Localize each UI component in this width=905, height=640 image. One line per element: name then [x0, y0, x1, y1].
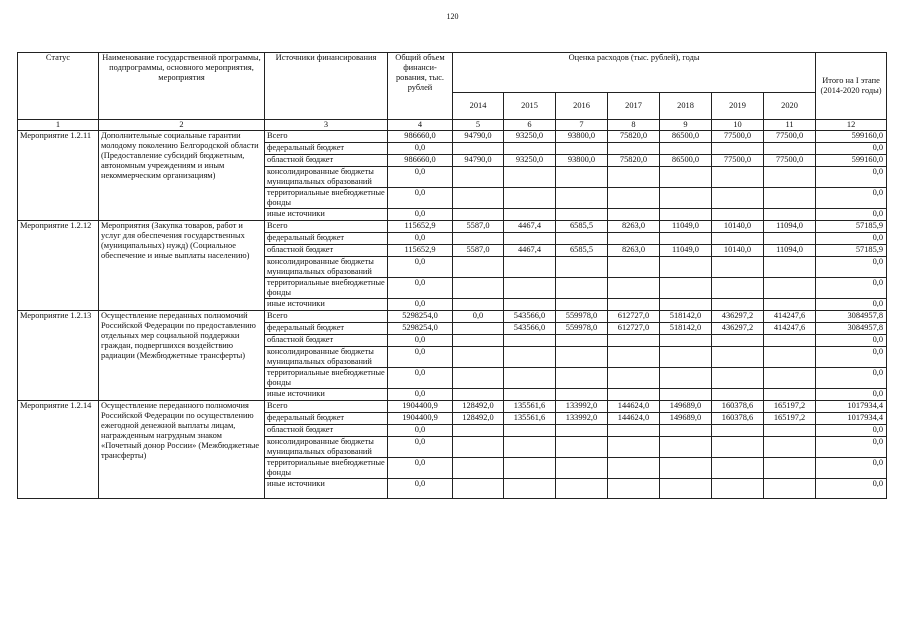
- total-amount: 115652,9: [388, 221, 453, 233]
- year-amount: [712, 425, 764, 437]
- itogo-amount: 0,0: [816, 167, 887, 188]
- year-amount: 94790,0: [453, 155, 504, 167]
- year-amount: [504, 458, 556, 479]
- total-amount: 0,0: [388, 335, 453, 347]
- year-amount: [504, 437, 556, 458]
- column-index: 11: [764, 120, 816, 131]
- year-amount: [453, 458, 504, 479]
- year-amount: [608, 368, 660, 389]
- year-amount: 11049,0: [660, 221, 712, 233]
- page-number: 120: [446, 12, 459, 21]
- year-amount: [764, 143, 816, 155]
- funding-source: территориальные внебюджетные фонды: [265, 278, 388, 299]
- measure-name: Дополнительные социальные гарантии молодому поколению Белгородской области (Предоставление субсидий бюджетным, автономным учреждениям и иным некоммерческим организациям): [99, 131, 265, 221]
- measure-status: Мероприятие 1.2.14: [18, 401, 99, 499]
- year-amount: [712, 209, 764, 221]
- year-amount: [764, 209, 816, 221]
- year-amount: [556, 143, 608, 155]
- year-amount: [764, 233, 816, 245]
- header-year: 2014: [453, 93, 504, 120]
- year-amount: [712, 167, 764, 188]
- total-amount: 986660,0: [388, 155, 453, 167]
- column-index: 5: [453, 120, 504, 131]
- year-amount: 86500,0: [660, 155, 712, 167]
- year-amount: [764, 278, 816, 299]
- funding-source: Всего: [265, 131, 388, 143]
- year-amount: 559978,0: [556, 323, 608, 335]
- total-amount: 0,0: [388, 257, 453, 278]
- year-amount: [764, 257, 816, 278]
- year-amount: [608, 188, 660, 209]
- total-amount: 5298254,0: [388, 311, 453, 323]
- itogo-amount: 3084957,8: [816, 311, 887, 323]
- year-amount: [660, 209, 712, 221]
- header-year: 2020: [764, 93, 816, 120]
- year-amount: [608, 278, 660, 299]
- itogo-amount: 0,0: [816, 425, 887, 437]
- header-year: 2015: [504, 93, 556, 120]
- year-amount: [608, 335, 660, 347]
- year-amount: [660, 437, 712, 458]
- total-amount: 0,0: [388, 143, 453, 155]
- funding-source: территориальные внебюджетные фонды: [265, 188, 388, 209]
- year-amount: 11049,0: [660, 245, 712, 257]
- year-amount: [453, 233, 504, 245]
- total-amount: 0,0: [388, 209, 453, 221]
- itogo-amount: 0,0: [816, 278, 887, 299]
- year-amount: [453, 389, 504, 401]
- total-amount: 0,0: [388, 458, 453, 479]
- year-amount: [764, 479, 816, 499]
- year-amount: [660, 278, 712, 299]
- column-index: 9: [660, 120, 712, 131]
- year-amount: 133992,0: [556, 401, 608, 413]
- year-amount: [453, 335, 504, 347]
- year-amount: [712, 278, 764, 299]
- year-amount: 165197,2: [764, 413, 816, 425]
- year-amount: [504, 347, 556, 368]
- year-amount: [453, 143, 504, 155]
- funding-source: федеральный бюджет: [265, 413, 388, 425]
- total-amount: 0,0: [388, 389, 453, 401]
- measure-name: Мероприятия (Закупка товаров, работ и услуг для обеспечения государственных (муниципальных) нужд) (Социальное обеспечение и иные выплаты населению): [99, 221, 265, 311]
- year-amount: [660, 188, 712, 209]
- year-amount: 8263,0: [608, 245, 660, 257]
- itogo-amount: 0,0: [816, 458, 887, 479]
- year-amount: [660, 389, 712, 401]
- column-index: 4: [388, 120, 453, 131]
- year-amount: [453, 257, 504, 278]
- year-amount: [660, 167, 712, 188]
- year-amount: [660, 335, 712, 347]
- funding-source: Всего: [265, 401, 388, 413]
- year-amount: [608, 458, 660, 479]
- itogo-amount: 57185,9: [816, 221, 887, 233]
- header-year: 2016: [556, 93, 608, 120]
- year-amount: [504, 188, 556, 209]
- year-amount: 414247,6: [764, 323, 816, 335]
- year-amount: 94790,0: [453, 131, 504, 143]
- total-amount: 0,0: [388, 347, 453, 368]
- year-amount: [608, 437, 660, 458]
- year-amount: 160378,6: [712, 413, 764, 425]
- year-amount: 5587,0: [453, 221, 504, 233]
- itogo-amount: 0,0: [816, 257, 887, 278]
- year-amount: [712, 368, 764, 389]
- year-amount: 75820,0: [608, 155, 660, 167]
- year-amount: [764, 458, 816, 479]
- year-amount: 93800,0: [556, 155, 608, 167]
- year-amount: 149689,0: [660, 413, 712, 425]
- year-amount: [504, 257, 556, 278]
- itogo-amount: 0,0: [816, 389, 887, 401]
- header-total: Общий объем финанси-рования, тыс. рублей: [388, 53, 453, 120]
- column-index: 6: [504, 120, 556, 131]
- year-amount: 93250,0: [504, 131, 556, 143]
- year-amount: 436297,2: [712, 323, 764, 335]
- year-amount: 10140,0: [712, 221, 764, 233]
- year-amount: [504, 278, 556, 299]
- year-amount: [608, 389, 660, 401]
- year-amount: 135561,6: [504, 413, 556, 425]
- year-amount: [504, 335, 556, 347]
- year-amount: [712, 347, 764, 368]
- year-amount: 128492,0: [453, 413, 504, 425]
- funding-source: консолидированные бюджеты муниципальных образований: [265, 347, 388, 368]
- year-amount: [712, 188, 764, 209]
- year-amount: [660, 257, 712, 278]
- year-amount: 11094,0: [764, 221, 816, 233]
- header-name: Наименование государственной программы, подпрограммы, основного мероприятия, мероприятия: [99, 53, 265, 120]
- itogo-amount: 599160,0: [816, 131, 887, 143]
- table-row: [18, 221, 887, 233]
- year-amount: [764, 389, 816, 401]
- itogo-amount: 0,0: [816, 233, 887, 245]
- header-year: 2018: [660, 93, 712, 120]
- year-amount: [556, 188, 608, 209]
- year-amount: [608, 425, 660, 437]
- year-amount: [504, 425, 556, 437]
- year-amount: [453, 323, 504, 335]
- year-amount: 77500,0: [764, 131, 816, 143]
- header-year: 2019: [712, 93, 764, 120]
- measure-status: Мероприятие 1.2.11: [18, 131, 99, 221]
- funding-source: консолидированные бюджеты муниципальных образований: [265, 257, 388, 278]
- year-amount: [453, 278, 504, 299]
- itogo-amount: 0,0: [816, 209, 887, 221]
- year-amount: [660, 479, 712, 499]
- year-amount: [608, 479, 660, 499]
- header-year: 2017: [608, 93, 660, 120]
- table-row: [18, 131, 887, 143]
- total-amount: 1904400,9: [388, 413, 453, 425]
- funding-source: федеральный бюджет: [265, 233, 388, 245]
- header-estimate: Оценка расходов (тыс. рублей), годы: [453, 53, 816, 93]
- itogo-amount: 0,0: [816, 437, 887, 458]
- year-amount: [556, 368, 608, 389]
- year-amount: [453, 479, 504, 499]
- year-amount: 4467,4: [504, 245, 556, 257]
- year-amount: [712, 233, 764, 245]
- year-amount: 149689,0: [660, 401, 712, 413]
- column-index: 3: [265, 120, 388, 131]
- year-amount: [453, 368, 504, 389]
- year-amount: [556, 389, 608, 401]
- year-amount: [764, 167, 816, 188]
- year-amount: [712, 335, 764, 347]
- funding-source: консолидированные бюджеты муниципальных образований: [265, 167, 388, 188]
- year-amount: [660, 347, 712, 368]
- year-amount: 10140,0: [712, 245, 764, 257]
- total-amount: 5298254,0: [388, 323, 453, 335]
- year-amount: [712, 257, 764, 278]
- year-amount: [764, 368, 816, 389]
- year-amount: [764, 335, 816, 347]
- year-amount: 160378,6: [712, 401, 764, 413]
- year-amount: [660, 143, 712, 155]
- year-amount: [556, 425, 608, 437]
- year-amount: [660, 368, 712, 389]
- itogo-amount: 3084957,8: [816, 323, 887, 335]
- header-status: Статус: [18, 53, 99, 120]
- year-amount: [764, 347, 816, 368]
- year-amount: [608, 143, 660, 155]
- year-amount: [556, 299, 608, 311]
- year-amount: [608, 167, 660, 188]
- year-amount: 77500,0: [712, 131, 764, 143]
- measure-status: Мероприятие 1.2.12: [18, 221, 99, 311]
- column-index: 8: [608, 120, 660, 131]
- itogo-amount: 57185,9: [816, 245, 887, 257]
- year-amount: [556, 437, 608, 458]
- year-amount: [556, 209, 608, 221]
- itogo-amount: 0,0: [816, 479, 887, 499]
- total-amount: 0,0: [388, 233, 453, 245]
- column-index: 10: [712, 120, 764, 131]
- year-amount: [712, 389, 764, 401]
- year-amount: [660, 458, 712, 479]
- year-amount: [453, 425, 504, 437]
- total-amount: 0,0: [388, 425, 453, 437]
- year-amount: 543566,0: [504, 311, 556, 323]
- year-amount: 86500,0: [660, 131, 712, 143]
- year-amount: 93250,0: [504, 155, 556, 167]
- itogo-amount: 599160,0: [816, 155, 887, 167]
- year-amount: 518142,0: [660, 311, 712, 323]
- year-amount: [660, 233, 712, 245]
- itogo-amount: 0,0: [816, 143, 887, 155]
- year-amount: 75820,0: [608, 131, 660, 143]
- year-amount: 144624,0: [608, 413, 660, 425]
- year-amount: 133992,0: [556, 413, 608, 425]
- header-itogo: Итого на I этапе (2014-2020 годы): [816, 53, 887, 120]
- year-amount: [608, 233, 660, 245]
- year-amount: [504, 233, 556, 245]
- year-amount: [504, 143, 556, 155]
- financing-table: [17, 52, 887, 499]
- year-amount: [660, 299, 712, 311]
- year-amount: [453, 299, 504, 311]
- year-amount: 436297,2: [712, 311, 764, 323]
- funding-source: федеральный бюджет: [265, 143, 388, 155]
- column-index: 2: [99, 120, 265, 131]
- year-amount: 0,0: [453, 311, 504, 323]
- year-amount: 93800,0: [556, 131, 608, 143]
- year-amount: [453, 188, 504, 209]
- total-amount: 0,0: [388, 479, 453, 499]
- total-amount: 0,0: [388, 188, 453, 209]
- year-amount: 8263,0: [608, 221, 660, 233]
- year-amount: [556, 458, 608, 479]
- itogo-amount: 1017934,4: [816, 413, 887, 425]
- year-amount: 144624,0: [608, 401, 660, 413]
- year-amount: [608, 209, 660, 221]
- funding-source: иные источники: [265, 479, 388, 499]
- itogo-amount: 0,0: [816, 347, 887, 368]
- year-amount: [556, 167, 608, 188]
- year-amount: 77500,0: [712, 155, 764, 167]
- year-amount: 77500,0: [764, 155, 816, 167]
- year-amount: [556, 278, 608, 299]
- year-amount: [504, 209, 556, 221]
- year-amount: 559978,0: [556, 311, 608, 323]
- year-amount: [556, 335, 608, 347]
- year-amount: [712, 458, 764, 479]
- itogo-amount: 0,0: [816, 299, 887, 311]
- table-row: [18, 311, 887, 323]
- funding-source: областной бюджет: [265, 425, 388, 437]
- measure-name: Осуществление переданного полномочия Российской Федерации по осуществлению ежегодной денежной выплаты лицам, награжденным нагрудным знаком «Почетный донор России» (Межбюджетные трансферты): [99, 401, 265, 499]
- funding-source: областной бюджет: [265, 335, 388, 347]
- year-amount: 128492,0: [453, 401, 504, 413]
- column-index: 12: [816, 120, 887, 131]
- funding-source: территориальные внебюджетные фонды: [265, 368, 388, 389]
- total-amount: 115652,9: [388, 245, 453, 257]
- year-amount: [660, 425, 712, 437]
- year-amount: [608, 257, 660, 278]
- funding-source: консолидированные бюджеты муниципальных образований: [265, 437, 388, 458]
- year-amount: [712, 479, 764, 499]
- table-row: [18, 401, 887, 413]
- total-amount: 1904400,9: [388, 401, 453, 413]
- year-amount: [712, 143, 764, 155]
- funding-source: Всего: [265, 221, 388, 233]
- year-amount: 6585,5: [556, 245, 608, 257]
- year-amount: [556, 479, 608, 499]
- year-amount: [504, 389, 556, 401]
- total-amount: 0,0: [388, 437, 453, 458]
- total-amount: 0,0: [388, 368, 453, 389]
- year-amount: [504, 167, 556, 188]
- year-amount: 11094,0: [764, 245, 816, 257]
- year-amount: 6585,5: [556, 221, 608, 233]
- funding-source: иные источники: [265, 209, 388, 221]
- funding-source: иные источники: [265, 389, 388, 401]
- year-amount: [556, 233, 608, 245]
- year-amount: 135561,6: [504, 401, 556, 413]
- year-amount: [556, 347, 608, 368]
- itogo-amount: 0,0: [816, 368, 887, 389]
- year-amount: [453, 167, 504, 188]
- total-amount: 986660,0: [388, 131, 453, 143]
- measure-status: Мероприятие 1.2.13: [18, 311, 99, 401]
- year-amount: [453, 209, 504, 221]
- itogo-amount: 1017934,4: [816, 401, 887, 413]
- header-sources: Источники финансирования: [265, 53, 388, 120]
- year-amount: [504, 479, 556, 499]
- year-amount: [712, 299, 764, 311]
- funding-source: областной бюджет: [265, 245, 388, 257]
- year-amount: 543566,0: [504, 323, 556, 335]
- year-amount: 5587,0: [453, 245, 504, 257]
- column-index: 7: [556, 120, 608, 131]
- year-amount: 612727,0: [608, 323, 660, 335]
- year-amount: [608, 299, 660, 311]
- year-amount: 612727,0: [608, 311, 660, 323]
- total-amount: 0,0: [388, 299, 453, 311]
- column-index: 1: [18, 120, 99, 131]
- funding-source: федеральный бюджет: [265, 323, 388, 335]
- year-amount: [453, 437, 504, 458]
- year-amount: [764, 425, 816, 437]
- year-amount: [453, 347, 504, 368]
- year-amount: [764, 437, 816, 458]
- year-amount: [764, 299, 816, 311]
- total-amount: 0,0: [388, 167, 453, 188]
- itogo-amount: 0,0: [816, 335, 887, 347]
- itogo-amount: 0,0: [816, 188, 887, 209]
- year-amount: 4467,4: [504, 221, 556, 233]
- year-amount: [504, 368, 556, 389]
- total-amount: 0,0: [388, 278, 453, 299]
- year-amount: [712, 437, 764, 458]
- year-amount: 414247,6: [764, 311, 816, 323]
- year-amount: 165197,2: [764, 401, 816, 413]
- year-amount: [764, 188, 816, 209]
- funding-source: Всего: [265, 311, 388, 323]
- measure-name: Осуществление переданных полномочий Российской Федерации по предоставлению отдельных мер социальной поддержки граждан, подвергшихся воздействию радиации (Межбюджетные трансферты): [99, 311, 265, 401]
- year-amount: [504, 299, 556, 311]
- year-amount: 518142,0: [660, 323, 712, 335]
- year-amount: [556, 257, 608, 278]
- funding-source: иные источники: [265, 299, 388, 311]
- funding-source: областной бюджет: [265, 155, 388, 167]
- funding-source: территориальные внебюджетные фонды: [265, 458, 388, 479]
- year-amount: [608, 347, 660, 368]
